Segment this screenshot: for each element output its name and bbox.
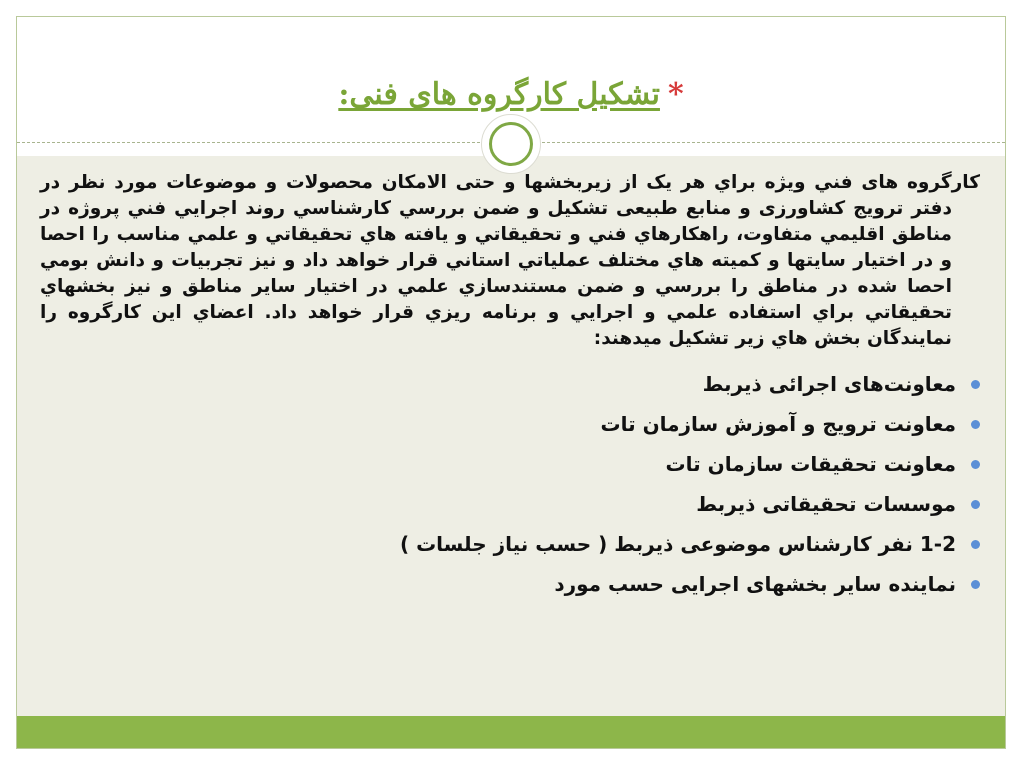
list-item-text: نماینده سایر بخشهای اجرایی حسب مورد: [554, 572, 956, 596]
list-item: [40, 524, 980, 564]
list-item-text: موسسات تحقیقاتی ذیربط: [696, 492, 956, 516]
list-item-text: معاونت تحقيقات سازمان تات: [665, 452, 956, 476]
circle-ornament-icon: [489, 122, 533, 166]
list-item-text: 1-2 نفر کارشناس موضوعی ذیربط ( حسب نیاز جلسات ): [399, 532, 956, 556]
list-item: [40, 364, 980, 404]
title-star: *: [667, 77, 684, 112]
footer-bar: [17, 716, 1005, 748]
list-item-text: معاونت ترويج و آموزش سازمان تات: [600, 412, 956, 436]
bullet-dot-icon: [971, 500, 980, 509]
bullet-dot-icon: [971, 380, 980, 389]
bullet-dot-icon: [971, 580, 980, 589]
slide-title: [17, 77, 1005, 112]
title-text: تشکيل کارگروه های فنی:: [338, 77, 660, 112]
list-item: [40, 484, 980, 524]
bullet-dot-icon: [971, 460, 980, 469]
list-item: [40, 564, 980, 604]
list-item: [40, 404, 980, 444]
bullet-dot-icon: [971, 540, 980, 549]
intro-paragraph: کارگروه های فني ويژه براي هر يک از زيربخشها و حتی الامکان محصولات و موضوعات مورد نظر در دفتر ترويج کشاورزی و منابع طبيعی تشکيل و ضمن بررسي کارشناسي روند اجرايي فني پروژه در مناطق اقليمي متفاوت، راهکارهاي فني و تحقيقاتي و يافته هاي تحقيقاتي و علمي مناسب را احصا و در اختيار سايتها و کميته هاي مختلف عملياتي استاني قرار خواهد داد و نيز تجربيات و دانش بومي احصا شده در مناطق را بررسي و ضمن مستندسازي علمي در اختيار ساير مناطق و نيز بخشهاي تحقيقاتي براي استفاده علمي و اجرايي و برنامه ريزي قرار خواهد داد. اعضاي اين کارگروه را نمايندگان بخش هاي زير تشکيل ميدهند:: [40, 172, 980, 349]
member-list: [40, 364, 980, 604]
slide-content: [40, 170, 980, 604]
list-item-text: معاونت‌های اجرائی ذیربط: [702, 372, 956, 396]
list-item: [40, 444, 980, 484]
bullet-dot-icon: [971, 420, 980, 429]
